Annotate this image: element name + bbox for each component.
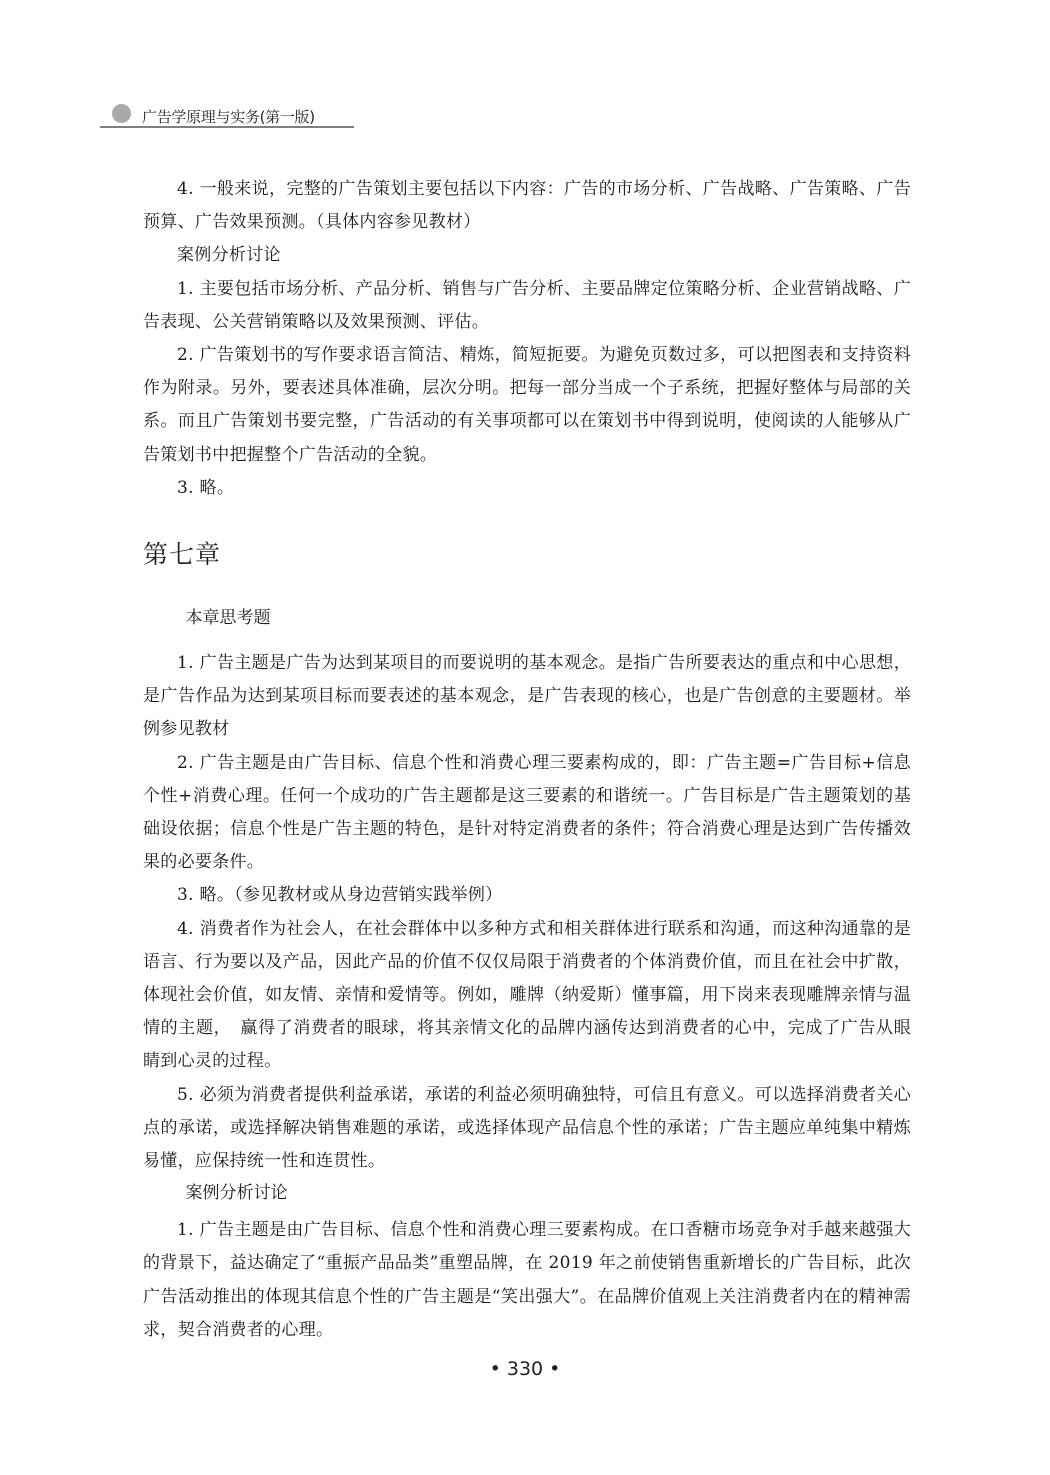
case-heading: 案例分析讨论	[177, 245, 281, 266]
paragraph: 3. 略。（参见教材或从身边营销实践举例）	[177, 885, 503, 906]
paragraph: 4. 一般来说，完整的广告策划主要包括以下内容：广告的市场分析、广告战略、广告策略、广告预算、广告效果预测。（具体内容参见教材）	[143, 179, 911, 233]
page-body	[143, 173, 911, 1347]
paragraph: 2. 广告策划书的写作要求语言简洁、精炼，简短扼要。为避免页数过多，可以把图表和支持资料作为附录。另外，要表述具体准确，层次分明。把每一部分当成一个子系统，把握好整体与局部的关系。而且广告策划书要完整，广告活动的有关事项都可以在策划书中得到说明，使阅读的人能够从广告策划书中把握整个广告活动的全貌。	[143, 345, 911, 465]
paragraph: 2. 广告主题是由广告目标、信息个性和消费心理三要素构成的，即：广告主题=广告目标+信息个性+消费心理。任何一个成功的广告主题都是这三要素的和谐统一。广告目标是广告主题策划的基础设依据；信息个性是广告主题的特色，是针对特定消费者的条件；符合消费心理是达到广告传播效果的必要条件。	[143, 752, 911, 873]
header-rule	[100, 126, 354, 128]
paragraph: 3. 略。	[177, 477, 235, 498]
paragraph: 1. 广告主题是由广告目标、信息个性和消费心理三要素构成。在口香糖市场竞争对手越来越强大的背景下，益达确定了“重振产品品类”重塑品牌，在 2019 年之前使销售重新增长的广告目标，此次广告活动推出的体现其信息个性的广告主题是“笑出强大”。在品牌价值观上关注消费者内在的精神需求，契合消费者的心理。	[143, 1220, 911, 1340]
book-title: 广告学原理与实务(第一版)	[142, 108, 315, 126]
section-heading: 案例分析讨论	[185, 1183, 288, 1204]
paragraph: 4. 消费者作为社会人，在社会群体中以多种方式和相关群体进行联系和沟通，而这种沟通靠的是语言、行为要以及产品，因此产品的价值不仅仅局限于消费者的个体消费价值，而且在社会中扩散，体现社会价值，如友情、亲情和爱情等。例如，雕牌（纳爱斯）懂事篇，用下岗来表现雕牌亲情与温情的主题， 赢得了消费者的眼球，将其亲情文化的品牌内涵传达到消费者的心中，完成了广告从眼睛到心灵的过程。	[143, 918, 911, 1072]
section-heading: 本章思考题	[185, 608, 271, 629]
paragraph: 5. 必须为消费者提供利益承诺，承诺的利益必须明确独特，可信且有意义。可以选择消费者关心点的承诺，或选择解决销售难题的承诺，或选择体现产品信息个性的承诺；广告主题应单纯集中精炼易懂，应保持统一性和连贯性。	[143, 1084, 911, 1172]
paragraph: 1. 广告主题是广告为达到某项目的而要说明的基本观念。是指广告所要表达的重点和中心思想，是广告作品为达到某项目标而要表述的基本观念，是广告表现的核心，也是广告创意的主要题材。举例参见教材	[143, 653, 911, 740]
page-number: • 330 •	[489, 1358, 561, 1380]
chapter-title: 第七章	[143, 540, 222, 570]
header-circle-icon	[112, 104, 131, 123]
running-header	[100, 100, 360, 132]
paragraph: 1. 主要包括市场分析、产品分析、销售与广告分析、主要品牌定位策略分析、企业营销战略、广告表现、公关营销策略以及效果预测、评估。	[143, 278, 911, 332]
